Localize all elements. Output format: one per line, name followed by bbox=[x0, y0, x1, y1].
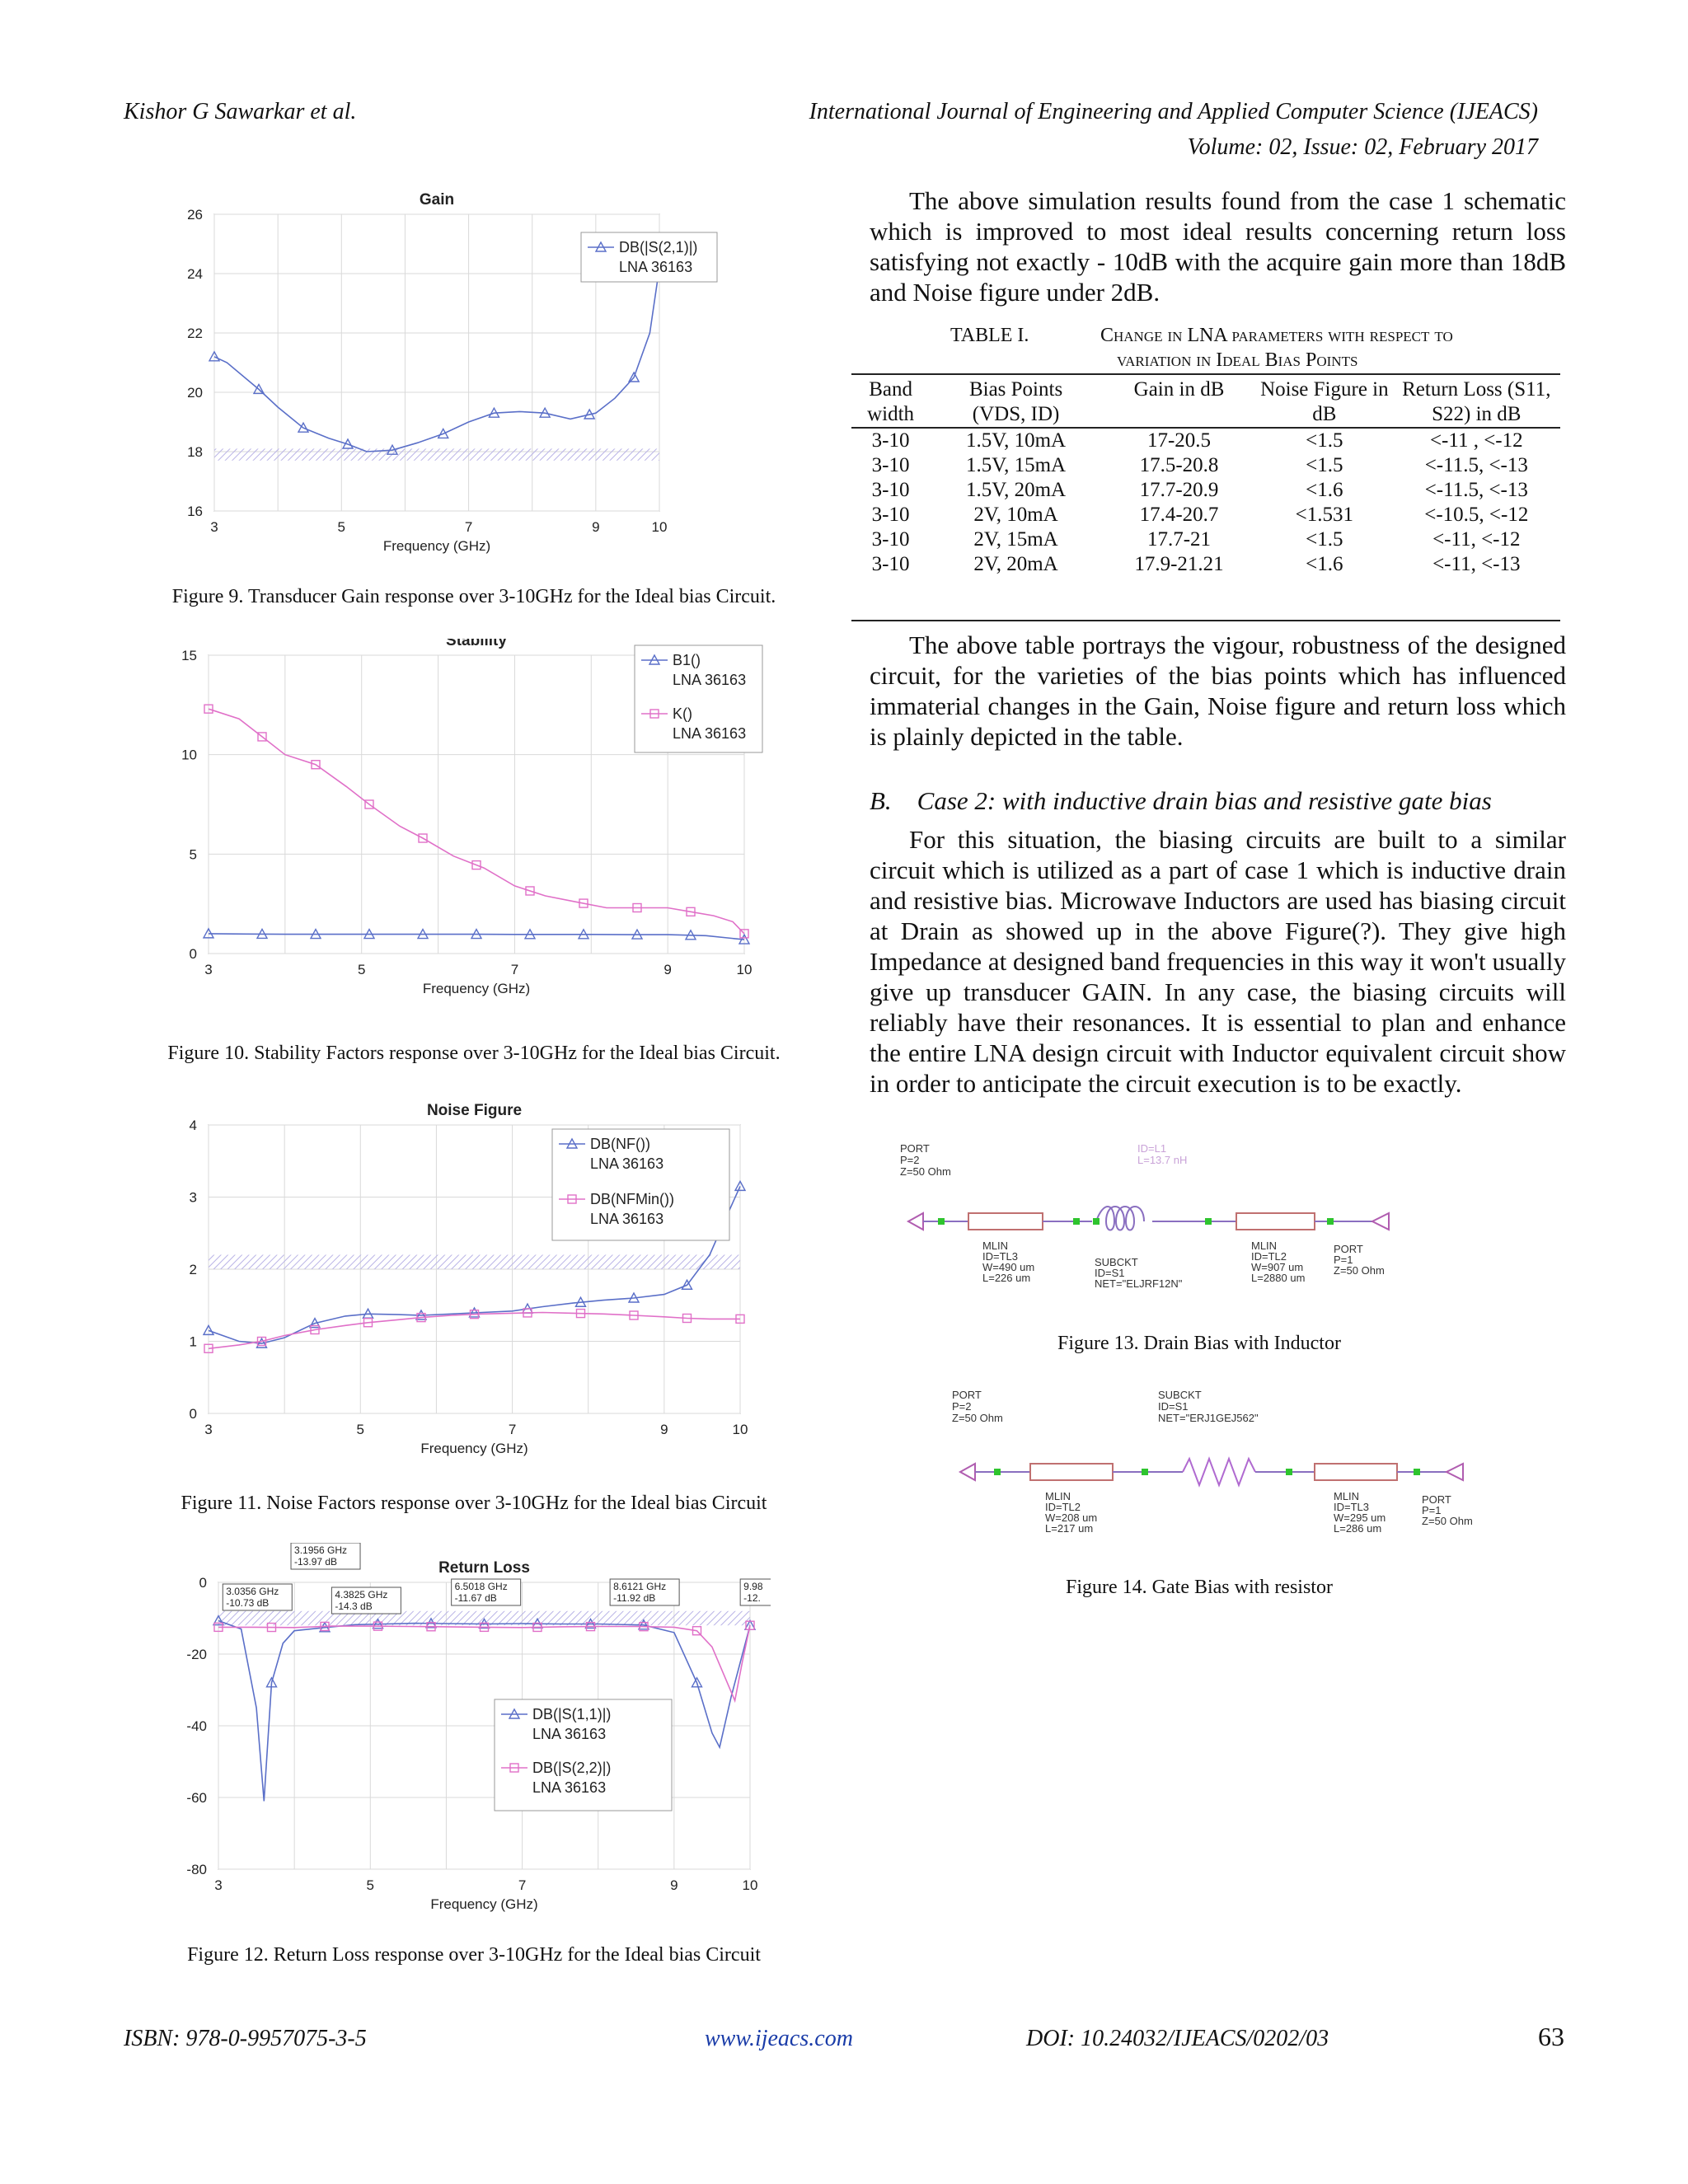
s14-mlin1-3: L=217 um bbox=[1045, 1522, 1094, 1535]
s13-ind-id: ID=L1 bbox=[1137, 1142, 1167, 1155]
freq-marker bbox=[291, 1543, 360, 1569]
x-tick-label: 5 bbox=[357, 962, 366, 977]
s14-node-1 bbox=[994, 1469, 1001, 1475]
freq-marker-freq: 4.3825 GHz bbox=[335, 1589, 388, 1601]
x-tick-label: 7 bbox=[518, 1877, 527, 1893]
x-tick-label: 10 bbox=[736, 962, 753, 977]
s13-mlin-2 bbox=[1236, 1213, 1315, 1230]
freq-marker-value: -11.92 dB bbox=[613, 1592, 656, 1604]
y-tick-label: 4 bbox=[189, 1118, 197, 1133]
s13-node-4 bbox=[1205, 1218, 1212, 1225]
legend-name: K() bbox=[673, 705, 692, 722]
th-bias: Bias Points bbox=[968, 378, 1063, 401]
table-cell: 17.4-20.7 bbox=[1139, 504, 1219, 526]
table-cell: 17.9-21.21 bbox=[1134, 553, 1224, 575]
fig14-caption: Figure 14. Gate Bias with resistor bbox=[1066, 1577, 1333, 1598]
y-tick-label: 16 bbox=[187, 504, 203, 519]
freq-marker-value: -10.73 dB bbox=[226, 1597, 270, 1609]
x-tick-label: 10 bbox=[742, 1877, 758, 1893]
table-cell: 1.5V, 20mA bbox=[966, 479, 1067, 501]
x-tick-label: 9 bbox=[663, 962, 672, 977]
legend-sub: LNA 36163 bbox=[673, 672, 747, 688]
s13-node-5 bbox=[1327, 1218, 1334, 1225]
freq-marker bbox=[331, 1587, 401, 1614]
s13-inductor bbox=[1096, 1207, 1144, 1230]
freq-marker-freq: 8.6121 GHz bbox=[613, 1581, 667, 1592]
schematic-drain-bias bbox=[890, 1137, 1418, 1302]
freq-marker-freq: 3.0356 GHz bbox=[226, 1586, 279, 1597]
y-tick-label: 22 bbox=[187, 326, 203, 341]
table-row bbox=[851, 552, 1560, 577]
table-cell: 2V, 15mA bbox=[973, 528, 1058, 551]
y-tick-label: 15 bbox=[181, 648, 197, 663]
table-cell: 3-10 bbox=[871, 454, 910, 476]
s13-mlin2-1: ID=TL2 bbox=[1251, 1250, 1287, 1263]
s13-mlin1-3: L=226 um bbox=[982, 1272, 1031, 1284]
s14-subckt-2: NET="ERJ1GEJ562" bbox=[1158, 1412, 1259, 1424]
spec-band bbox=[209, 1255, 740, 1270]
s13-node-2 bbox=[1073, 1218, 1080, 1225]
table-cell: 3-10 bbox=[871, 553, 910, 575]
y-tick-label: 20 bbox=[187, 385, 203, 401]
chart-returnloss-svg bbox=[152, 1543, 771, 1930]
table-cell: 3-10 bbox=[871, 429, 910, 452]
y-tick-label: 5 bbox=[189, 846, 197, 863]
legend-name: DB(|S(1,1)|) bbox=[532, 1706, 612, 1722]
table-bottom-rule bbox=[851, 620, 1560, 621]
table-cell: <-11.5, <-13 bbox=[1424, 479, 1528, 501]
paragraph-table-discussion: The above table portrays the vigour, robustness of the designed circuit, for the varieties of the bias points which has influenced immaterial changes in the Gain, Noise figure and return loss which is plainly depicted in the table. bbox=[870, 630, 1566, 751]
freq-marker bbox=[610, 1579, 679, 1605]
s13-node-1 bbox=[938, 1218, 945, 1225]
s13-port-right-0: PORT bbox=[1334, 1243, 1363, 1255]
y-tick-label: 1 bbox=[189, 1333, 197, 1350]
s14-port-left-0: PORT bbox=[952, 1389, 982, 1401]
legend bbox=[581, 232, 717, 282]
table-cell: 17.7-21 bbox=[1146, 528, 1212, 551]
s14-mlin1-0: MLIN bbox=[1045, 1490, 1071, 1502]
schematic-gate-bias-svg bbox=[940, 1385, 1500, 1549]
s13-mlin2-2: W=907 um bbox=[1251, 1261, 1304, 1273]
s13-mlin2-0: MLIN bbox=[1251, 1240, 1278, 1252]
x-tick-label: 3 bbox=[204, 1422, 213, 1437]
s13-node-3 bbox=[1093, 1218, 1100, 1225]
y-tick-label: 18 bbox=[187, 444, 203, 460]
x-tick-label: 3 bbox=[204, 962, 213, 977]
s14-port-right-symbol bbox=[1447, 1464, 1463, 1480]
s14-mlin2-0: MLIN bbox=[1334, 1490, 1360, 1502]
legend-sub: LNA 36163 bbox=[673, 725, 747, 742]
s14-subckt-1: ID=S1 bbox=[1158, 1400, 1189, 1413]
y-tick-label: 0 bbox=[199, 1575, 207, 1591]
s14-mlin-2 bbox=[1315, 1464, 1397, 1480]
s13-port-left-1: P=2 bbox=[900, 1154, 920, 1166]
legend bbox=[552, 1129, 729, 1240]
th-return-loss: Return Loss (S11, S22) in dB bbox=[1402, 378, 1551, 425]
freq-marker-value: -13.97 dB bbox=[294, 1556, 338, 1568]
chart-gain bbox=[152, 183, 771, 570]
x-tick-label: 9 bbox=[592, 519, 600, 535]
s14-mlin2-3: L=286 um bbox=[1334, 1522, 1382, 1535]
y-tick-label: 0 bbox=[189, 946, 197, 962]
s14-port-left-2: Z=50 Ohm bbox=[952, 1412, 1003, 1424]
x-axis-label: Frequency (GHz) bbox=[422, 981, 531, 996]
chart-title: Return Loss bbox=[438, 1559, 530, 1577]
freq-marker-value: -11.67 dB bbox=[454, 1592, 497, 1604]
x-axis-label: Frequency (GHz) bbox=[430, 1896, 538, 1912]
x-axis-label: Frequency (GHz) bbox=[420, 1441, 528, 1456]
s13-port-left-symbol bbox=[908, 1213, 923, 1230]
legend-name: DB(NFMin()) bbox=[590, 1191, 674, 1207]
y-tick-label: 0 bbox=[189, 1406, 197, 1422]
s14-port-right-0: PORT bbox=[1422, 1493, 1451, 1506]
table-cell: <-11, <-12 bbox=[1432, 528, 1521, 551]
fig13-caption: Figure 13. Drain Bias with Inductor bbox=[1057, 1333, 1341, 1354]
s13-subckt-1: ID=S1 bbox=[1095, 1267, 1125, 1279]
s14-subckt-0: SUBCKT bbox=[1158, 1389, 1202, 1401]
chart-stability-svg bbox=[152, 639, 771, 1030]
table-cell: <-10.5, <-12 bbox=[1424, 504, 1529, 526]
s13-port-right-2: Z=50 Ohm bbox=[1334, 1264, 1385, 1277]
s14-mlin2-1: ID=TL3 bbox=[1334, 1501, 1369, 1513]
legend-name: DB(NF()) bbox=[590, 1136, 650, 1152]
schematic-drain-bias-svg bbox=[890, 1137, 1418, 1302]
s14-mlin1-2: W=208 um bbox=[1045, 1511, 1098, 1524]
x-tick-label: 5 bbox=[337, 519, 346, 535]
s13-subckt-0: SUBCKT bbox=[1095, 1256, 1138, 1268]
s14-node-2 bbox=[1142, 1469, 1148, 1475]
table-row bbox=[851, 478, 1560, 503]
s13-port-left-0: PORT bbox=[900, 1142, 930, 1155]
s14-mlin2-2: W=295 um bbox=[1334, 1511, 1386, 1524]
table-cell: 2V, 20mA bbox=[973, 553, 1058, 575]
header-journal: International Journal of Engineering and Applied Computer Science (IJEACS) bbox=[809, 99, 1538, 124]
freq-marker bbox=[452, 1579, 521, 1605]
s14-port-left-1: P=2 bbox=[952, 1400, 972, 1413]
table-cell: 1.5V, 10mA bbox=[966, 429, 1067, 452]
s13-mlin2-3: L=2880 um bbox=[1251, 1272, 1306, 1284]
legend-sub: LNA 36163 bbox=[532, 1779, 607, 1796]
footer-isbn: ISBN: 978-0-9957075-3-5 bbox=[124, 2026, 367, 2051]
legend-name: B1() bbox=[673, 652, 701, 668]
table-cell: <-11, <-13 bbox=[1432, 553, 1521, 575]
s14-node-4 bbox=[1414, 1469, 1420, 1475]
s14-resistor bbox=[1183, 1459, 1255, 1485]
table-row bbox=[851, 428, 1560, 453]
x-tick-label: 5 bbox=[366, 1877, 375, 1893]
fig9-caption: Figure 9. Transducer Gain response over 3-10GHz for the Ideal bias Circuit. bbox=[171, 586, 776, 607]
footer-doi: DOI: 10.24032/IJEACS/0202/03 bbox=[1026, 2026, 1329, 2051]
s13-port-right-1: P=1 bbox=[1334, 1254, 1353, 1266]
chart-noise-svg bbox=[152, 1092, 771, 1488]
s13-mlin-1 bbox=[968, 1213, 1043, 1230]
table-cell: 3-10 bbox=[871, 504, 910, 526]
chart-title: Noise Figure bbox=[426, 1102, 523, 1119]
th-bandwidth: Band width bbox=[867, 378, 915, 425]
x-tick-label: 10 bbox=[651, 519, 668, 535]
freq-marker-freq: 6.5018 GHz bbox=[454, 1581, 508, 1592]
table-cell: 1.5V, 15mA bbox=[966, 454, 1067, 476]
y-tick-label: 26 bbox=[187, 207, 203, 223]
fig10-caption: Figure 10. Stability Factors response over 3-10GHz for the Ideal bias Circuit. bbox=[167, 1043, 781, 1064]
spec-band bbox=[214, 448, 659, 460]
table-cell: 17-20.5 bbox=[1146, 429, 1212, 452]
table-row bbox=[851, 527, 1560, 552]
table-cell: <-11 , <-12 bbox=[1429, 429, 1523, 452]
s14-port-right-1: P=1 bbox=[1422, 1504, 1442, 1516]
s13-mlin1-1: ID=TL3 bbox=[982, 1250, 1018, 1263]
x-tick-label: 3 bbox=[210, 519, 218, 535]
legend-name: DB(|S(2,1)|) bbox=[619, 239, 698, 255]
legend-sub: LNA 36163 bbox=[532, 1726, 607, 1742]
table-title-line2: variation in Ideal Bias Points bbox=[1117, 349, 1358, 371]
x-tick-label: 7 bbox=[508, 1422, 517, 1437]
table-row bbox=[851, 453, 1560, 478]
y-tick-label: 10 bbox=[181, 747, 197, 763]
chart-stability bbox=[152, 639, 771, 1030]
table-title-line1: Change in LNA parameters with respect to bbox=[1100, 325, 1453, 346]
s14-port-right-2: Z=50 Ohm bbox=[1422, 1515, 1473, 1527]
legend-name: DB(|S(2,2)|) bbox=[532, 1760, 612, 1776]
th-gain: Gain in dB bbox=[1133, 378, 1225, 401]
x-tick-label: 7 bbox=[510, 962, 519, 977]
y-tick-label: 2 bbox=[189, 1262, 197, 1277]
section-b-heading: B. Case 2: with inductive drain bias and resistive gate bias bbox=[870, 786, 1492, 815]
legend bbox=[495, 1699, 672, 1811]
y-tick-label: -20 bbox=[186, 1647, 207, 1662]
y-tick-label: 24 bbox=[187, 266, 203, 282]
freq-marker-freq: 9.98 bbox=[743, 1581, 763, 1592]
params-table-body bbox=[851, 428, 1560, 577]
table-cell: 17.5-20.8 bbox=[1139, 454, 1219, 476]
table-cell: 3-10 bbox=[871, 479, 910, 501]
legend bbox=[635, 645, 762, 752]
chart-gain-svg bbox=[152, 183, 771, 570]
s14-mlin1-1: ID=TL2 bbox=[1045, 1501, 1081, 1513]
legend-sub: LNA 36163 bbox=[590, 1211, 664, 1227]
y-tick-label: -80 bbox=[186, 1862, 207, 1877]
legend-sub: LNA 36163 bbox=[619, 259, 693, 275]
freq-marker-value: -12. bbox=[743, 1592, 761, 1604]
s13-mlin1-2: W=490 um bbox=[982, 1261, 1035, 1273]
table-row bbox=[851, 503, 1560, 527]
paragraph-sim-results: The above simulation results found from the case 1 schematic which is improved to most ideal results concerning return loss satisfying not exactly - 10dB with the acquire gain more than 18dB and Noise figure under 2dB. bbox=[870, 186, 1566, 307]
table-cell: <1.5 bbox=[1306, 429, 1343, 452]
chart-noise bbox=[152, 1092, 771, 1488]
schematic-gate-bias bbox=[940, 1385, 1500, 1549]
page-number: 63 bbox=[1538, 2022, 1564, 2051]
s13-port-right-symbol bbox=[1372, 1213, 1389, 1230]
fig12-caption: Figure 12. Return Loss response over 3-10GHz for the Ideal bias Circuit bbox=[187, 1944, 761, 1966]
x-tick-label: 3 bbox=[214, 1877, 223, 1893]
params-table-grid bbox=[851, 377, 1560, 577]
table-cell: 3-10 bbox=[871, 528, 910, 551]
table-cell: 2V, 10mA bbox=[973, 504, 1058, 526]
legend-sub: LNA 36163 bbox=[590, 1155, 664, 1172]
freq-marker bbox=[740, 1579, 771, 1605]
fig11-caption: Figure 11. Noise Factors response over 3-10GHz for the Ideal bias Circuit bbox=[181, 1493, 767, 1514]
freq-marker bbox=[223, 1584, 292, 1610]
x-axis-label: Frequency (GHz) bbox=[382, 538, 491, 554]
table-cell: <-11.5, <-13 bbox=[1424, 454, 1528, 476]
s14-node-3 bbox=[1286, 1469, 1292, 1475]
s13-ind-l: L=13.7 nH bbox=[1137, 1154, 1188, 1166]
s13-mlin1-0: MLIN bbox=[982, 1240, 1009, 1252]
s14-mlin-1 bbox=[1030, 1464, 1113, 1480]
x-tick-label: 9 bbox=[670, 1877, 678, 1893]
chart-title: Stability bbox=[446, 639, 507, 649]
table-cell: 17.7-20.9 bbox=[1139, 479, 1219, 501]
chart-returnloss bbox=[152, 1543, 771, 1930]
freq-marker-value: -14.3 dB bbox=[335, 1601, 373, 1612]
footer-url[interactable]: www.ijeacs.com bbox=[705, 2026, 853, 2051]
table-cell: <1.5 bbox=[1306, 528, 1343, 551]
header-volume: Volume: 02, Issue: 02, February 2017 bbox=[1187, 134, 1538, 160]
chart-title: Gain bbox=[419, 191, 455, 209]
paragraph-case2: For this situation, the biasing circuits are built to a similar circuit which is utilized as a part of case 1 which is inductive drain and resistive bias. Microwave Inductors are used has biasing circuit at Drain as showed up in the above Figure(?). They give high Impedance at designed band frequencies in this way it won't usually give up transducer GAIN. In any case, the biasing circuits will reliably have their resonances. It is essential to plan and enhance the entire LNA design circuit with Inductor equivalent circuit show in order to anticipate the circuit execution is to be exactly. bbox=[870, 825, 1566, 1098]
y-tick-label: -40 bbox=[186, 1718, 207, 1734]
table-cell: <1.531 bbox=[1295, 504, 1354, 526]
s13-subckt-2: NET="ELJRF12N" bbox=[1095, 1277, 1183, 1290]
s14-port-left-symbol bbox=[960, 1464, 975, 1480]
y-tick-label: 3 bbox=[189, 1189, 197, 1206]
s13-port-left-2: Z=50 Ohm bbox=[900, 1165, 951, 1178]
x-tick-label: 9 bbox=[660, 1422, 668, 1437]
x-tick-label: 7 bbox=[464, 519, 473, 535]
x-tick-label: 10 bbox=[732, 1422, 748, 1437]
x-tick-label: 5 bbox=[356, 1422, 365, 1437]
table-cell: <1.6 bbox=[1306, 553, 1343, 575]
header-authors: Kishor G Sawarkar et al. bbox=[124, 99, 357, 124]
table-label: TABLE I. bbox=[950, 325, 1029, 346]
params-table bbox=[851, 377, 1560, 577]
table-top-rule bbox=[851, 373, 1560, 375]
table-cell: <1.5 bbox=[1306, 454, 1343, 476]
th-noise-figure: Noise Figure in dB bbox=[1260, 378, 1389, 425]
table-cell: <1.6 bbox=[1306, 479, 1343, 501]
y-tick-label: -60 bbox=[186, 1790, 207, 1806]
freq-marker-freq: 3.1956 GHz bbox=[294, 1544, 348, 1556]
th-bias-sub: (VDS, ID) bbox=[972, 403, 1060, 425]
